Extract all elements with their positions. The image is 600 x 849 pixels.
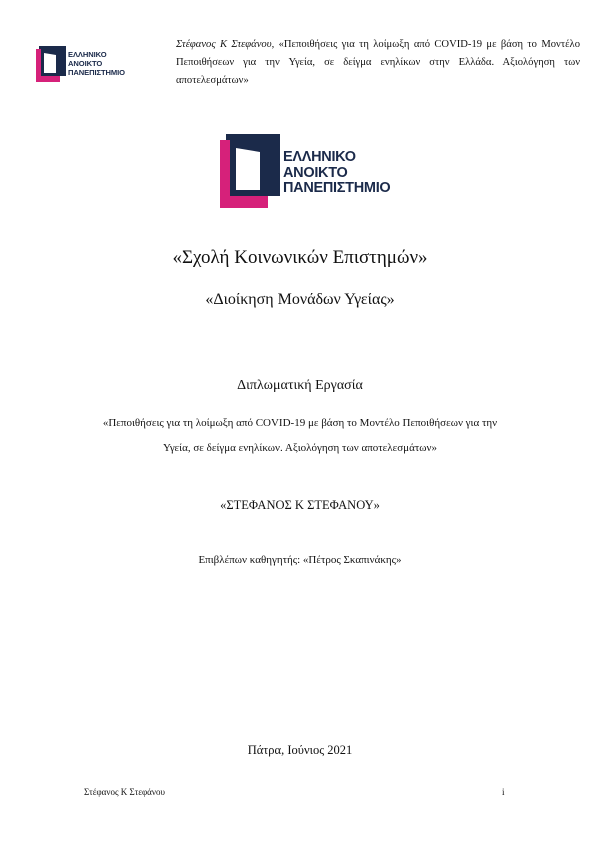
thesis-title	[80, 411, 520, 461]
header-author: Στέφανος Κ Στεφάνου,	[176, 39, 275, 50]
place-date: Πάτρα, Ιούνιος 2021	[247, 743, 353, 757]
thesis-title-line1: «Πεποιθήσεις για τη λοίμωξη από COVID-19 με βάση το Μοντέλο Πεποιθήσεων για την	[102, 417, 498, 429]
university-logo-icon	[220, 134, 280, 208]
header-citation-text: «Πεποιθήσεις για τη λοίμωξη από COVID-19 με βάση το Μοντέλο Πεποιθήσεων για την Υγεία, σε δείγμα ενηλίκων στην Ελλάδα. Αξιολόγηση των αποτελεσμάτων»	[176, 39, 580, 86]
header-citation	[176, 36, 580, 90]
department-name: «Διοίκηση Μονάδων Υγείας»	[205, 291, 395, 308]
header-logo	[36, 46, 136, 84]
author-name: «ΣΤΕΦΑΝΟΣ Κ ΣΤΕΦΑΝΟΥ»	[220, 498, 380, 512]
cover-logo	[220, 134, 400, 208]
thesis-type: Διπλωματική Εργασία	[237, 378, 363, 393]
cover-logo-text: ΕΛΛΗΝΙΚΟ ΑΝΟΙΚΤΟ ΠΑΝΕΠΙΣΤΗΜΙΟ	[283, 149, 391, 197]
thesis-title-line2: Υγεία, σε δείγμα ενηλίκων. Αξιολόγηση των αποτελεσμάτων»	[163, 442, 437, 454]
header-logo-text: ΕΛΛΗΝΙΚΟ ΑΝΟΙΚΤΟ ΠΑΝΕΠΙΣΤΗΜΙΟ	[68, 50, 125, 77]
page-number: i	[502, 787, 505, 797]
school-name: «Σχολή Κοινωνικών Επιστημών»	[172, 247, 428, 268]
supervisor: Επιβλέπων καθηγητής: «Πέτρος Σκαπινάκης»	[198, 554, 402, 566]
footer-author: Στέφανος Κ Στεφάνου	[84, 787, 165, 797]
university-logo-icon	[36, 46, 66, 82]
